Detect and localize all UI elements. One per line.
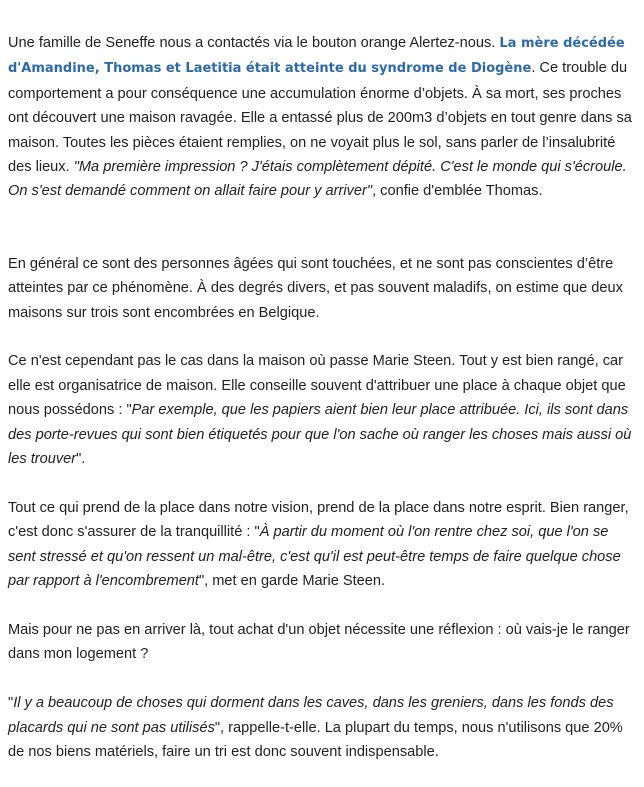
marie-steen-quote-papers: Par exemple, que les papiers aient bien leur place attribuée. Ici, ils sont dans des porte-revues qui sont bien étiquetés pour que l'on sache où ranger les choses mais aussi où les trouver [8,402,632,468]
paragraph-text: " [8,695,14,712]
paragraph-text: , confie d'emblée Thomas. [372,183,543,200]
marie-steen-quote-stress: À partir du moment où l'on rentre chez soi, que l'on se sent stressé et qu'on ressent un mal-être, c'est qu'il est peut-être temps de faire quelque chose par rapport à l'encombrement [8,524,621,590]
article-body [8,31,636,764]
paragraph-text: ". [76,451,86,468]
paragraph-text: ", met en garde Marie Steen. [198,573,386,590]
paragraph-tranquility [8,496,636,594]
paragraph-text: Tout ce qui prend de la place dans notre vision, prend de la place dans notre esprit. Bien ranger, c'est donc s'assurer de la tranquillité : " [8,499,629,541]
paragraph-general [8,252,636,325]
paragraph-text: Ce n'est cependant pas le cas dans la maison où passe Marie Steen. Tout y est bien rangé, car elle est organisatrice de maison. Elle conseille souvent d'attribuer une place à chaque objet que nous possédons : " [8,353,626,419]
paragraph-purchase [8,618,636,667]
paragraph-sorting [8,691,636,764]
paragraph-marie-steen [8,349,636,471]
paragraph-text: Une famille de Seneffe nous a contactés via le bouton orange Alertez-nous. [8,35,500,51]
paragraph-text: Mais pour ne pas en arriver là, tout achat d'un objet nécessite une réflexion : où vais-je le ranger dans mon logement ? [8,621,630,663]
paragraph-text: . Ce trouble du comportement a pour conséquence une accumulation énorme d’objets. À sa mort, ses proches ont découvert une maison ravagée. Elle a entassé plus de 200m3 d’objets en tout genre dans sa maison. Toutes les pièces étaient remplies, on ne voyait plus le sol, sans parler de l’insalubrité des lieux. [8,60,632,176]
thomas-quote: "Ma première impression ? J'étais complètement dépité. C'est le monde qui s'écroule. On s'est demandé comment on allait faire pour y arriver" [8,159,627,200]
paragraph-diogene-intro [8,31,636,204]
marie-steen-quote-caves: Il y a beaucoup de choses qui dorment dans les caves, dans les greniers, dans les fonds des placards qui ne sont pas utilisés [8,695,614,736]
paragraph-text: En général ce sont des personnes âgées qui sont touchées, et ne sont pas conscientes d’être atteintes par ce phénomène. À des degrés divers, et pas souvent maladifs, on estime que deux maisons sur trois sont encombrées en Belgique. [8,255,623,321]
paragraph-text: ", rappelle-t-elle. La plupart du temps, nous n'utilisons que 20% de nos biens matériels, faire un tri est donc souvent indispensable. [8,719,623,760]
diogene-article-link[interactable]: La mère décédée d'Amandine, Thomas et Laetitia était atteinte du syndrome de Diogène [8,36,625,77]
